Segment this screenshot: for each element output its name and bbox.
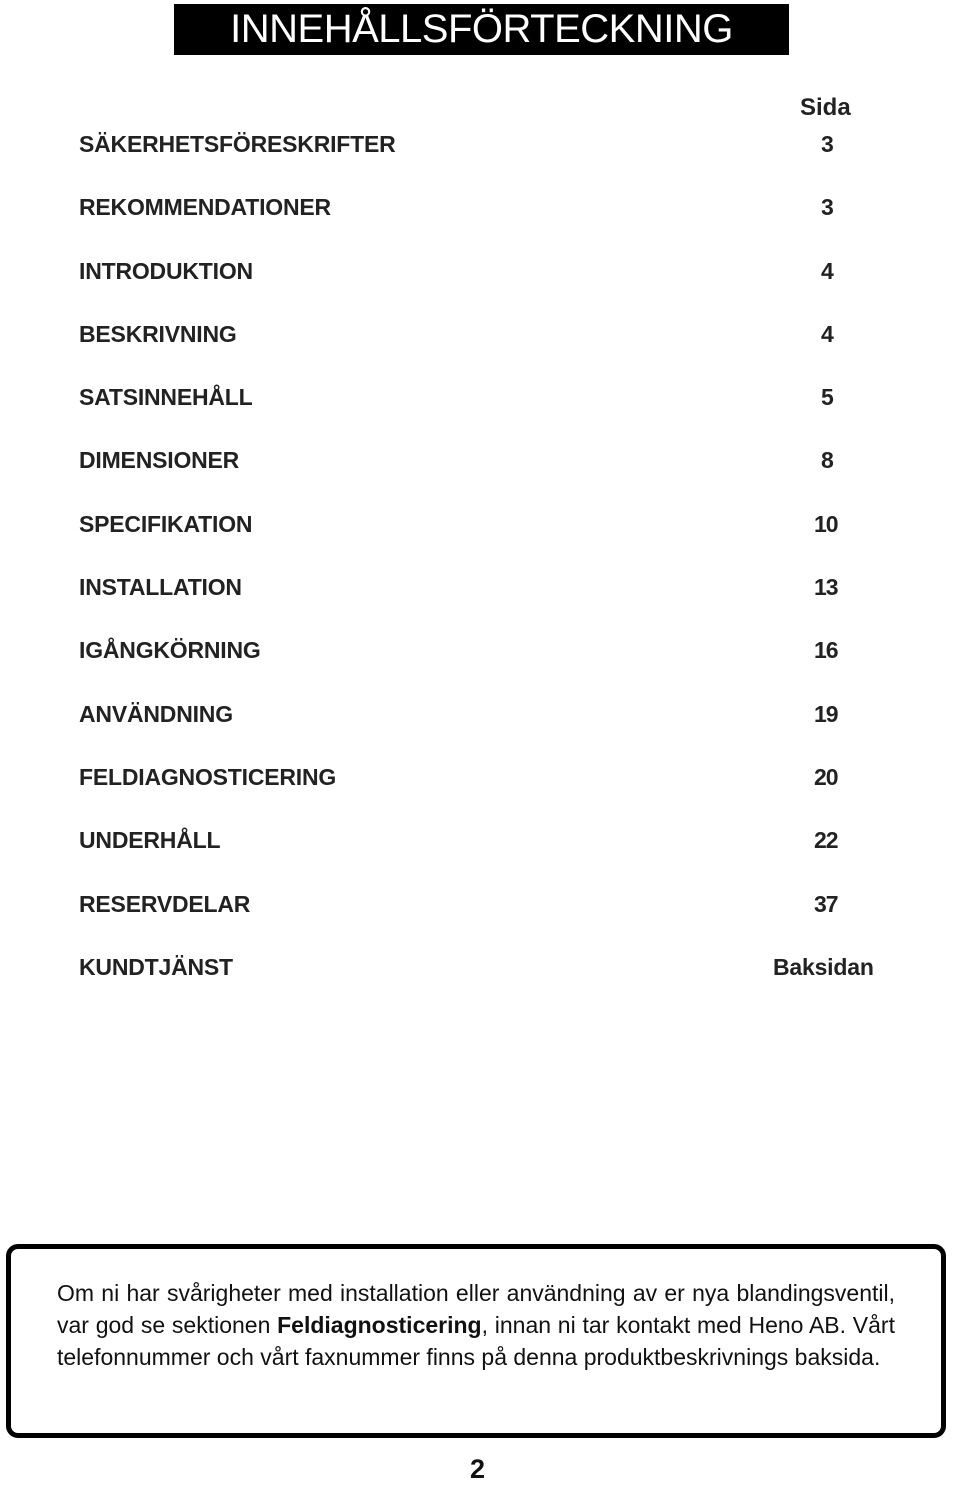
toc-entry-page: 37 bbox=[814, 890, 838, 917]
toc-entry bbox=[79, 637, 909, 700]
toc-entry bbox=[79, 384, 909, 447]
toc-entry-title: FELDIAGNOSTICERING bbox=[79, 763, 337, 790]
toc-entry-page: Baksidan bbox=[773, 953, 874, 980]
page-number: 2 bbox=[470, 1454, 486, 1484]
toc-entry-page: 3 bbox=[821, 131, 833, 157]
toc-entry-page: 3 bbox=[821, 194, 833, 221]
toc-entry-title: UNDERHÅLL bbox=[79, 827, 221, 854]
title-banner bbox=[174, 4, 789, 55]
toc-entry-page: 4 bbox=[821, 320, 833, 347]
help-note-box bbox=[6, 1244, 946, 1438]
toc-entry-title: IGÅNGKÖRNING bbox=[79, 637, 261, 664]
toc-entry-page: 4 bbox=[821, 257, 833, 284]
toc-entry-title: SPECIFIKATION bbox=[79, 510, 253, 537]
toc-entry bbox=[79, 131, 909, 194]
toc-entry bbox=[79, 574, 909, 637]
toc-entry-page: 8 bbox=[821, 447, 833, 474]
toc-entry-page: 22 bbox=[814, 827, 838, 854]
toc-entry-page: 13 bbox=[814, 574, 838, 601]
toc-entry-page: 16 bbox=[814, 637, 838, 664]
toc-entry-title: REKOMMENDATIONER bbox=[79, 194, 331, 221]
page-title: INNEHÅLLSFÖRTECKNING bbox=[230, 7, 733, 51]
help-note-text bbox=[57, 1277, 895, 1373]
toc-entry-title: DIMENSIONER bbox=[79, 447, 240, 474]
toc-entry-page: 19 bbox=[814, 700, 838, 727]
toc-entry bbox=[79, 764, 909, 827]
toc-entry-title: INSTALLATION bbox=[79, 574, 242, 601]
toc-entry bbox=[79, 827, 909, 890]
toc-entry-title: SÄKERHETSFÖRESKRIFTER bbox=[79, 131, 396, 157]
toc-entry bbox=[79, 447, 909, 510]
toc-entry bbox=[79, 701, 909, 764]
toc-entry-title: ANVÄNDNING bbox=[79, 700, 233, 727]
help-note-text-start: Om ni har svårigheter med installation eller användning av er nya blandingsventil, var god se sektionen bbox=[57, 1280, 895, 1338]
toc-entry bbox=[79, 954, 909, 1017]
toc-entry bbox=[79, 258, 909, 321]
toc-entry bbox=[79, 194, 909, 257]
page-column-header: Sida bbox=[800, 94, 851, 121]
toc-entry bbox=[79, 511, 909, 574]
toc-entry-title: BESKRIVNING bbox=[79, 320, 237, 347]
toc-entry-title: KUNDTJÄNST bbox=[79, 953, 233, 980]
help-note-text-end: , innan ni tar kontakt med Heno AB. Vårt telefonnummer och vårt faxnummer finns på denna produktbeskrivnings baksida. bbox=[57, 1312, 895, 1370]
toc-entry-title: INTRODUKTION bbox=[79, 257, 253, 284]
toc-entry-page: 20 bbox=[814, 763, 838, 790]
table-of-contents bbox=[79, 131, 909, 1017]
toc-entry-title: RESERVDELAR bbox=[79, 890, 251, 917]
toc-entry-page: 5 bbox=[821, 384, 833, 411]
help-note-emphasis: Feldiagnosticering bbox=[277, 1312, 482, 1338]
toc-entry bbox=[79, 891, 909, 954]
toc-entry-page: 10 bbox=[814, 510, 838, 537]
toc-entry bbox=[79, 321, 909, 384]
toc-entry-title: SATSINNEHÅLL bbox=[79, 384, 253, 411]
